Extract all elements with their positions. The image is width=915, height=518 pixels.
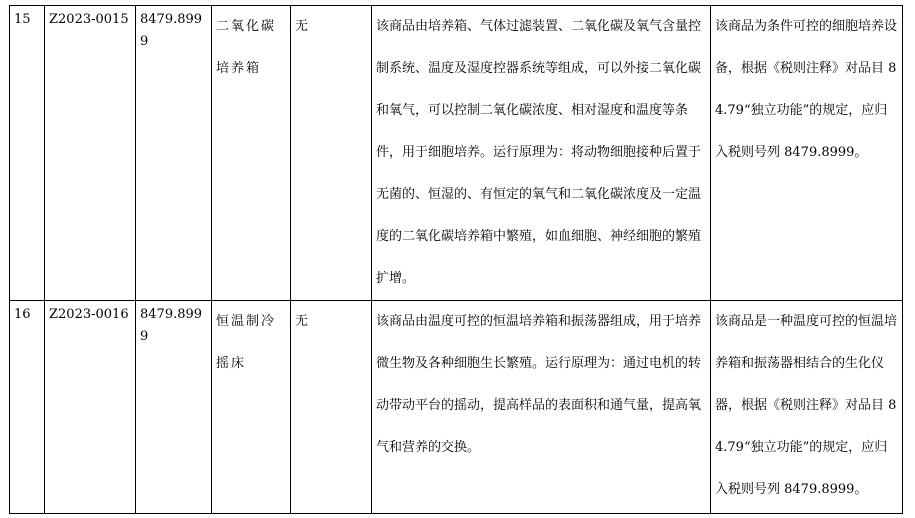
ruling-code: Z2023-0016: [45, 301, 136, 514]
classification-reason: 该商品为条件可控的细胞培养设备，根据《税则注释》对品目 84.79“独立功能”的规定，应归入税则号列 8479.8999。: [711, 6, 903, 301]
other-name: 无: [291, 301, 372, 514]
tariff-number: 8479.8999: [136, 6, 212, 301]
classification-table: [9, 5, 903, 514]
product-description: 该商品由温度可控的恒温培养箱和振荡器组成，用于培养微生物及各种细胞生长繁殖。运行原理为：通过电机的转动带动平台的摇动，提高样品的表面积和通气量，提高氧气和营养的交换。: [372, 301, 711, 514]
table-row: [10, 6, 903, 301]
product-name: 二氧化碳培养箱: [212, 6, 291, 301]
product-name: 恒温制冷摇床: [212, 301, 291, 514]
table-row: [10, 301, 903, 514]
product-description: 该商品由培养箱、气体过滤装置、二氧化碳及氧气含量控制系统、温度及湿度控器系统等组成，可以外接二氧化碳和氧气，可以控制二氧化碳浓度、相对湿度和温度等条件，用于细胞培养。运行原理为：将动物细胞接种后置于无菌的、恒湿的、有恒定的氧气和二氧化碳浓度及一定温度的二氧化碳培养箱中繁殖，如血细胞、神经细胞的繁殖扩增。: [372, 6, 711, 301]
ruling-code: Z2023-0015: [45, 6, 136, 301]
tariff-number: 8479.8999: [136, 301, 212, 514]
classification-reason: 该商品是一种温度可控的恒温培养箱和振荡器相结合的生化仪器，根据《税则注释》对品目 84.79“独立功能”的规定，应归入税则号列 8479.8999。: [711, 301, 903, 514]
other-name: 无: [291, 6, 372, 301]
row-number: 16: [10, 301, 45, 514]
row-number: 15: [10, 6, 45, 301]
